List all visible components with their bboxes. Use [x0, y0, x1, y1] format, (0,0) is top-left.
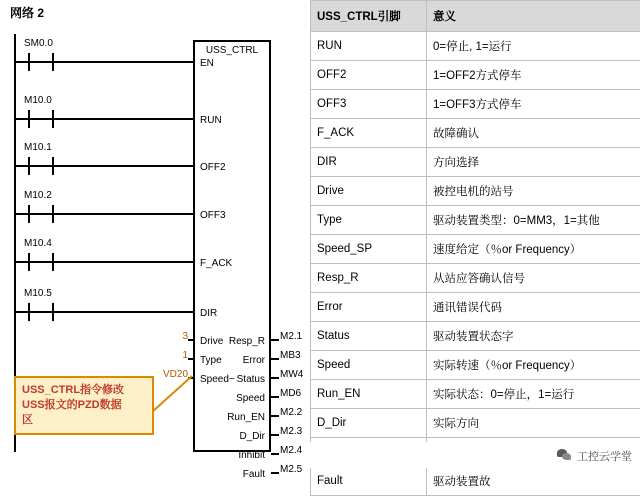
contact-m101[interactable]: [28, 157, 54, 175]
pin-off3: OFF3: [200, 210, 226, 221]
table-row: [311, 61, 640, 90]
table-row: [311, 119, 640, 148]
output-wire-status: [271, 377, 279, 379]
cell-meaning: 实际转速（％or Frequency）: [427, 351, 640, 380]
footer-account-strip: [310, 442, 640, 468]
output-operand-speed: MD6: [280, 388, 301, 399]
cell-meaning: 故障确认: [427, 119, 640, 148]
cell-pin: Status: [311, 322, 427, 351]
output-operand-error: MB3: [280, 350, 301, 361]
output-wire-d-dir: [271, 434, 279, 436]
table-row: [311, 235, 640, 264]
output-operand-fault: M2.5: [280, 464, 302, 475]
table-row: [311, 351, 640, 380]
footer-account-name: 工控云学堂: [577, 448, 632, 464]
contact-m100[interactable]: [28, 110, 54, 128]
pin-d-dir: D_Dir: [239, 431, 265, 442]
pin-speed-sp: Speed~: [200, 374, 235, 385]
output-wire-run-en: [271, 415, 279, 417]
input-constant-speed-sp: VD20: [143, 369, 188, 380]
contact-label-m105: M10.5: [24, 288, 52, 299]
contact-label-sm00: SM0.0: [24, 38, 53, 49]
table-row: [311, 177, 640, 206]
table-row: [311, 264, 640, 293]
callout-box: [14, 376, 154, 435]
cell-meaning: 被控电机的站号: [427, 177, 640, 206]
input-constant-type: 1: [150, 350, 188, 361]
cell-meaning: 方向选择: [427, 148, 640, 177]
table-row: [311, 467, 640, 496]
table-row: [311, 409, 640, 438]
cell-pin: OFF3: [311, 90, 427, 119]
table-row: [311, 32, 640, 61]
cell-pin: D_Dir: [311, 409, 427, 438]
table-row: [311, 322, 640, 351]
table-row: [311, 293, 640, 322]
callout-line-2: USS报文的PZD数据: [22, 398, 146, 413]
pin-off2: OFF2: [200, 162, 226, 173]
pin-run-en: Run_EN: [227, 412, 265, 423]
cell-pin: Fault: [311, 467, 427, 496]
table-row: [311, 90, 640, 119]
cell-meaning: 实际状态：0=停止，1=运行: [427, 380, 640, 409]
contact-m102[interactable]: [28, 205, 54, 223]
table-header-row: [311, 1, 640, 32]
output-wire-speed: [271, 396, 279, 398]
pin-status: Status: [237, 374, 265, 385]
output-wire-inhibit: [271, 453, 279, 455]
cell-pin: F_ACK: [311, 119, 427, 148]
table: [310, 0, 640, 496]
pin-drive: Drive: [200, 336, 223, 347]
cell-pin: Speed_SP: [311, 235, 427, 264]
cell-pin: Run_EN: [311, 380, 427, 409]
pin-fault: Fault: [243, 469, 265, 480]
cell-meaning: 实际方向: [427, 409, 640, 438]
cell-meaning: 通讯错误代码: [427, 293, 640, 322]
output-operand-inhibit: M2.4: [280, 445, 302, 456]
cell-pin: Speed: [311, 351, 427, 380]
pin-f-ack: F_ACK: [200, 258, 232, 269]
contact-m104[interactable]: [28, 253, 54, 271]
table-row: [311, 206, 640, 235]
cell-pin: RUN: [311, 32, 427, 61]
contact-m105[interactable]: [28, 303, 54, 321]
cell-meaning: 1=OFF3方式停车: [427, 90, 640, 119]
network-title: 网络 2: [10, 4, 44, 21]
pin-error: Error: [243, 355, 265, 366]
cell-meaning: 1=OFF2方式停车: [427, 61, 640, 90]
uss-ctrl-block[interactable]: [193, 40, 271, 452]
cell-meaning: 0=停止, 1=运行: [427, 32, 640, 61]
contact-label-m100: M10.0: [24, 95, 52, 106]
contact-label-m104: M10.4: [24, 238, 52, 249]
pin-dir: DIR: [200, 308, 217, 319]
input-constant-drive: 3: [150, 331, 188, 342]
output-operand-status: MW4: [280, 369, 303, 380]
table-row: [311, 148, 640, 177]
cell-pin: Resp_R: [311, 264, 427, 293]
pin-resp-r: Resp_R: [229, 336, 265, 347]
cell-meaning: 驱动装置状态字: [427, 322, 640, 351]
cell-meaning: 速度给定（％or Frequency）: [427, 235, 640, 264]
output-operand-run-en: M2.2: [280, 407, 302, 418]
table-row: [311, 380, 640, 409]
output-wire-fault: [271, 472, 279, 474]
output-wire-error: [271, 358, 279, 360]
cell-pin: Error: [311, 293, 427, 322]
uss-ctrl-block-title: USS_CTRL: [195, 45, 269, 56]
pin-inhibit: Inhibit: [238, 450, 265, 461]
cell-pin: DIR: [311, 148, 427, 177]
cell-meaning: 驱动装置类型：0=MM3，1=其他: [427, 206, 640, 235]
pin-meaning-table: [310, 0, 640, 468]
pin-speed: Speed: [236, 393, 265, 404]
cell-pin: OFF2: [311, 61, 427, 90]
output-wire-resp-r: [271, 339, 279, 341]
contact-sm00[interactable]: [28, 53, 54, 71]
pin-en: EN: [200, 58, 214, 69]
table-header-pin: USS_CTRL引脚: [311, 1, 427, 32]
ladder-diagram: [0, 0, 310, 468]
cell-meaning: 从站应答确认信号: [427, 264, 640, 293]
wechat-icon: [557, 449, 572, 462]
pin-type: Type: [200, 355, 222, 366]
callout-line-1: USS_CTRL指令修改: [22, 383, 146, 398]
cell-pin: Type: [311, 206, 427, 235]
callout-line-3: 区: [22, 413, 146, 428]
contact-label-m101: M10.1: [24, 142, 52, 153]
contact-label-m102: M10.2: [24, 190, 52, 201]
output-operand-d-dir: M2.3: [280, 426, 302, 437]
output-operand-resp-r: M2.1: [280, 331, 302, 342]
pin-run: RUN: [200, 115, 222, 126]
cell-pin: Drive: [311, 177, 427, 206]
callout-pointer-line: [152, 372, 196, 416]
table-header-meaning: 意义: [427, 1, 640, 32]
cell-meaning: 驱动装置故: [427, 467, 640, 496]
